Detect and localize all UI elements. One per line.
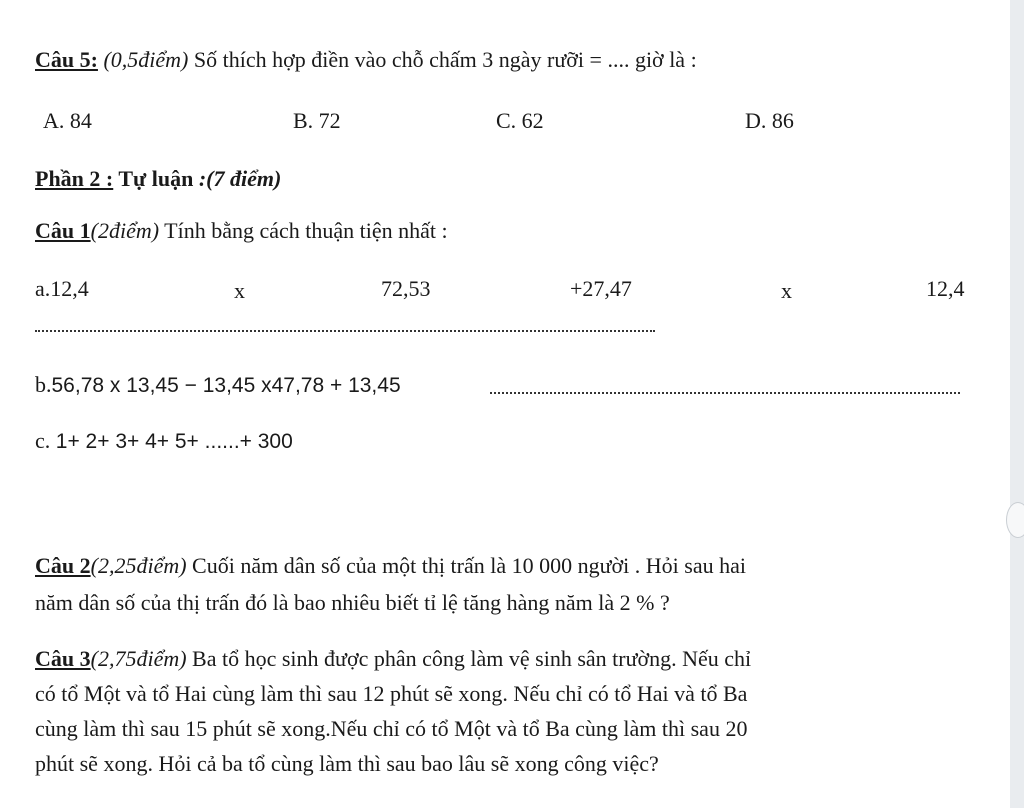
- scroll-handle[interactable]: [1006, 502, 1024, 538]
- q2-text-1: Cuối năm dân số của một thị trấn là 10 000 người . Hỏi sau hai: [186, 553, 746, 578]
- q1a-times-1: x: [234, 278, 245, 303]
- q2-line-1: [35, 553, 746, 578]
- q1b-answer-dots: [490, 392, 960, 394]
- q3-text-1: Ba tổ học sinh được phân công làm vệ sinh sân trường. Nếu chỉ: [186, 646, 752, 671]
- q2-points: (2,25điểm): [90, 553, 187, 578]
- q1b-line: [35, 372, 401, 398]
- part2-heading: [35, 166, 281, 191]
- part2-label: Phần 2 :: [35, 166, 114, 191]
- q5-option-c: C. 62: [496, 108, 544, 133]
- q3-line-1: [35, 646, 751, 671]
- q5-option-d: D. 86: [745, 108, 794, 133]
- q5-heading: [35, 47, 697, 72]
- q2-label: Câu 2: [35, 553, 91, 578]
- q5-option-a: A. 84: [43, 108, 92, 133]
- q1c-line: [35, 428, 293, 454]
- q3-line-4: phút sẽ xong. Hỏi cả ba tổ cùng làm thì sau bao lâu sẽ xong công việc?: [35, 751, 659, 776]
- q5-label: Câu 5:: [35, 47, 98, 72]
- q1c-expression: 1+ 2+ 3+ 4+ 5+ ......+ 300: [55, 430, 293, 453]
- q2-line-2: năm dân số của thị trấn đó là bao nhiêu biết tỉ lệ tăng hàng năm là 2 % ?: [35, 590, 670, 615]
- q3-points: (2,75điểm): [90, 646, 187, 671]
- q1a-answer-dots: [35, 330, 655, 332]
- right-edge-strip: [1010, 0, 1024, 808]
- q1a-term-3: +27,47: [570, 276, 632, 301]
- part2-points: :(7 điểm): [198, 166, 282, 191]
- q1-heading: [35, 218, 448, 243]
- q3-line-2: có tổ Một và tổ Hai cùng làm thì sau 12 phút sẽ xong. Nếu chỉ có tổ Hai và tổ Ba: [35, 681, 748, 706]
- q1a-term-1: a.12,4: [35, 276, 89, 301]
- q5-text: Số thích hợp điền vào chỗ chấm 3 ngày rưỡi = .... giờ là :: [188, 47, 697, 72]
- q1-label: Câu 1: [35, 218, 91, 243]
- q1a-times-2: x: [781, 278, 792, 303]
- q1b-expression: 56,78 x 13,45 − 13,45 x47,78 + 13,45: [51, 374, 401, 397]
- q5-points: (0,5điểm): [97, 47, 189, 72]
- q3-label: Câu 3: [35, 646, 91, 671]
- q1a-term-2: 72,53: [381, 276, 431, 301]
- q1a-term-4: 12,4: [926, 276, 965, 301]
- q5-option-b: B. 72: [293, 108, 341, 133]
- part2-title: Tự luận: [113, 166, 199, 191]
- q1c-prefix: c.: [35, 428, 56, 453]
- q1-points: (2điểm): [90, 218, 160, 243]
- q3-line-3: cùng làm thì sau 15 phút sẽ xong.Nếu chỉ có tổ Một và tổ Ba cùng làm thì sau 20: [35, 716, 748, 741]
- q1b-prefix: b.: [35, 372, 52, 397]
- q1-text: Tính bằng cách thuận tiện nhất :: [159, 218, 448, 243]
